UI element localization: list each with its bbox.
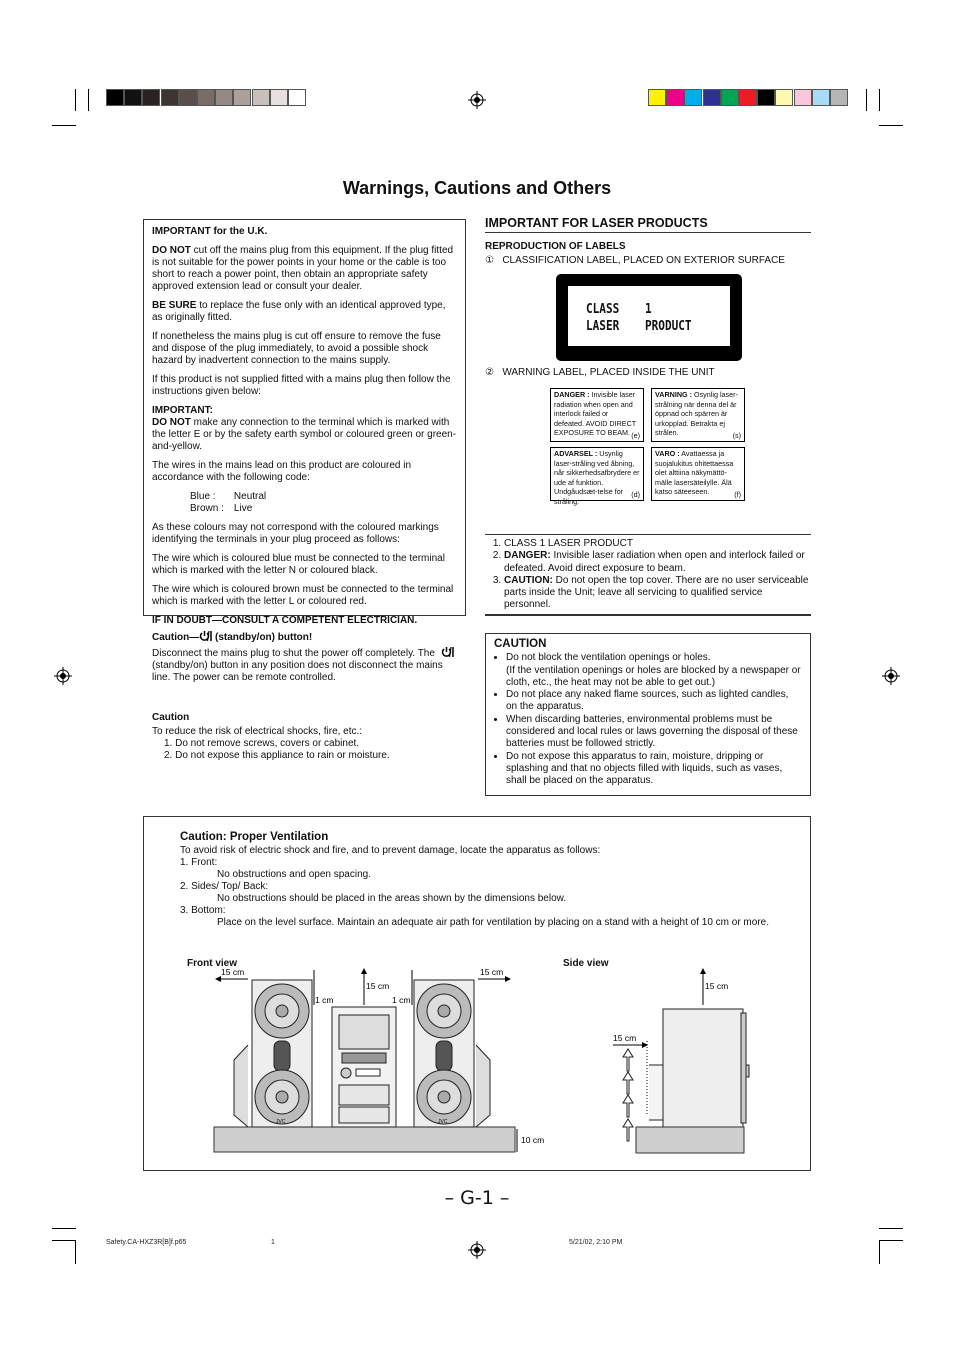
ventilation-item: 1. Front: [180, 857, 218, 868]
color-swatch [794, 89, 812, 106]
front-view-diagram [204, 965, 545, 1155]
color-swatch [270, 89, 288, 106]
caution-item: • Do not place any naked flame sources, such as lighted candles, on the apparatus. [506, 689, 802, 714]
laser-notes [485, 534, 811, 616]
laser-note [504, 550, 811, 575]
left-speaker-icon [234, 980, 312, 1127]
varo-text: Avattaessa ja suojalukitus ohitettaessa olet alttiina näkymättö-mälle lasersäteilylle. Älä katso säteeseen. [655, 449, 734, 496]
standby-text-a: Disconnect the mains plug to shut the power off completely. The [152, 648, 438, 659]
ventilation-detail: Place on the level surface. Maintain an adequate air path for ventilation by placing on a stand with a height of 10 cm or more. [217, 917, 769, 928]
danger-code: (e) [631, 430, 640, 440]
laser-heading: IMPORTANT FOR LASER PRODUCTS [485, 216, 811, 233]
ventilation-item: 2. Sides/ Top/ Back: [180, 881, 269, 892]
dim-gap-left: 1 cm [315, 995, 334, 1005]
ventilation-item: 3. Bottom: [180, 905, 226, 916]
dim-top: 15 cm [366, 981, 390, 991]
uk-p2-bold: BE SURE [152, 300, 197, 311]
warning-label-advarsel [550, 447, 644, 506]
shock-caution-item: 2. Do not expose this appliance to rain or moisture. [164, 750, 390, 761]
varning-title: VARNING : [655, 390, 692, 399]
laser-note [504, 575, 811, 612]
laser-note [504, 538, 811, 550]
color-swatch [252, 89, 270, 106]
color-swatch [142, 89, 160, 106]
brown-label: Brown : [190, 503, 224, 514]
color-swatch [197, 89, 215, 106]
varning-text: Osynlig laser-strålning när denna del är öppnad och spärren är urkopplad. Betrakta ej strålen. [655, 390, 738, 437]
color-swatch [215, 89, 233, 106]
uk-p2: to replace the fuse only with an identical approved type, as originally fitted. [152, 300, 446, 323]
color-swatch [830, 89, 848, 106]
caution-item: • When discarding batteries, environmental problems must be considered and local rules or laws governing the disposal of these batteries must be followed strictly. [506, 714, 802, 751]
warning-label-danger [550, 388, 644, 442]
side-view-diagram [609, 965, 759, 1157]
color-swatch [648, 89, 666, 106]
registration-target-icon [468, 91, 486, 109]
standby-heading-a: Caution— [152, 632, 200, 643]
brown-value: Live [233, 503, 253, 514]
uk-heading: IMPORTANT for the U.K. [152, 226, 268, 237]
color-swatch [233, 89, 251, 106]
color-swatch [179, 89, 197, 106]
front-view-label: Front view [187, 958, 238, 969]
brand-logo-left: JVC [276, 1119, 286, 1125]
label2-text: WARNING LABEL, PLACED INSIDE THE UNIT [502, 367, 715, 378]
color-swatch [106, 89, 124, 106]
varo-code: (f) [734, 489, 741, 499]
uk-p4: If this product is not supplied fitted with a mains plug then follow the instructions given below: [152, 374, 451, 397]
color-swatch [666, 89, 684, 106]
label2-num: ② [485, 367, 494, 378]
color-swatch [721, 89, 739, 106]
ventilation-heading: Caution: Proper Ventilation [180, 831, 329, 843]
page-number: – G-1 – [444, 1187, 510, 1209]
danger-text: Invisible laser radiation when open and interlock failed or defeated. AVOID DIRECT EXPOSURE TO BEAM. [554, 390, 637, 437]
uk-p9: The wire which is coloured brown must be connected to the terminal which is marked with the letter L or coloured red. [152, 584, 454, 607]
registration-target-icon [54, 667, 72, 685]
uk-p5-bold: DO NOT [152, 417, 191, 428]
shock-caution-heading: Caution [152, 712, 190, 723]
shock-caution-item: 1. Do not remove screws, covers or cabinet. [164, 738, 360, 749]
wire-color-table [190, 491, 276, 515]
note-text: Invisible laser radiation when open and interlock failed or defeated. Avoid direct exposure to beam. [504, 550, 805, 574]
color-swatch [684, 89, 702, 106]
color-swatch [703, 89, 721, 106]
uk-p6: The wires in the mains lead on this product are coloured in accordance with the following code: [152, 460, 412, 483]
uk-p10: IF IN DOUBT—CONSULT A COMPETENT ELECTRICIAN. [152, 615, 418, 626]
shock-caution-intro: To reduce the risk of electrical shocks, fire, etc.: [152, 726, 363, 737]
right-speaker-icon [414, 980, 490, 1127]
caution-item: • Do not expose this apparatus to rain, moisture, dripping or splashing and that no objects filled with liquids, such as vases, shall be placed on the apparatus. [506, 751, 802, 788]
registration-target-icon [882, 667, 900, 685]
note-bold: DANGER: [504, 550, 551, 562]
note-text: Do not open the top cover. There are no user serviceable parts inside the Unit; leave all servicing to qualified service personnel. [504, 574, 809, 611]
dim-left: 15 cm [221, 967, 245, 977]
warning-label-varo [651, 447, 745, 501]
uk-p3: If nonetheless the mains plug is cut off ensure to remove the fuse and dispose of the plug immediately, to avoid a possible shock hazard by inadvertent connection to the mains supply. [152, 331, 441, 366]
class-word: 1 [645, 302, 652, 317]
color-swatch [775, 89, 793, 106]
color-swatch [812, 89, 830, 106]
ventilation-detail: No obstructions should be placed in the areas shown by the dimensions below. [217, 893, 567, 904]
class1-laser-label [556, 274, 742, 361]
caution-box [485, 633, 811, 796]
color-swatch [124, 89, 142, 106]
shock-caution [152, 712, 458, 762]
label2-caption [485, 367, 715, 379]
ventilation-detail: No obstructions and open spacing. [217, 869, 371, 880]
class-word: CLASS [586, 302, 620, 317]
reproduction-heading: REPRODUCTION OF LABELS [485, 241, 626, 252]
ventilation-box [143, 816, 811, 1171]
standby-text-b: (standby/on) button in any position does not disconnect the mains line. The power can be remote controlled. [152, 660, 443, 683]
color-swatch [288, 89, 306, 106]
advarsel-title: ADVARSEL : [554, 449, 598, 458]
label1-text: CLASSIFICATION LABEL, PLACED ON EXTERIOR SURFACE [502, 255, 785, 266]
uk-p1-bold: DO NOT [152, 245, 191, 256]
blue-label: Blue : [190, 491, 216, 502]
color-swatch [757, 89, 775, 106]
class-word: PRODUCT [645, 319, 692, 334]
dim-bottom: 10 cm [521, 1135, 545, 1145]
uk-p8: The wire which is coloured blue must be connected to the terminal which is marked with the letter N or coloured black. [152, 553, 445, 576]
advarsel-code: (d) [631, 489, 640, 499]
note-text: CLASS 1 LASER PRODUCT [504, 538, 633, 549]
varning-code: (s) [732, 430, 741, 440]
uk-p1: cut off the mains plug from this equipment. If the plug fitted is not suitable for the power points in your home or the cable is too short to reach a power point, then obtain an appropriate safety approved extension lead or consult your dealer. [152, 245, 454, 292]
uk-important-box [143, 219, 466, 626]
note-bold: CAUTION: [504, 574, 553, 586]
dim-gap-right: 1 cm [392, 995, 411, 1005]
dim-top-side: 15 cm [705, 981, 729, 991]
footer-file: Safety.CA-HXZ3R[B]f.p65 [106, 1239, 187, 1246]
page-title: Warnings, Cautions and Others [342, 178, 612, 198]
caution-item: • Do not block the ventilation openings or holes. (If the ventilation openings or holes are blocked by a newspaper or cloth, etc., the heat may not be able to get out.) [506, 652, 802, 689]
dim-right: 15 cm [480, 967, 504, 977]
side-view-label: Side view [563, 958, 609, 969]
varo-title: VARO : [655, 449, 680, 458]
uk-p7: As these colours may not correspond with the coloured markings identifying the terminals in your plug proceed as follows: [152, 522, 439, 545]
advarsel-text: Usynlig laser-stråling ved åbning, når sikkerhedsafbrydere er ude af funktion. Undgåudsæt-telse for stråling. [554, 449, 640, 506]
blue-value: Neutral [233, 491, 267, 502]
power-standby-icon [438, 646, 457, 657]
standby-caution [152, 630, 458, 684]
color-swatch [161, 89, 179, 106]
airflow-arrows-icon [623, 1049, 633, 1141]
label1-caption [485, 255, 785, 267]
uk-p5: make any connection to the terminal which is marked with the letter E or by the safety earth symbol or coloured green or green-and-yellow. [152, 417, 457, 452]
label1-num: ① [485, 255, 494, 266]
main-unit-icon [332, 1007, 396, 1127]
class-word: LASER [586, 319, 620, 334]
danger-title: DANGER : [554, 390, 590, 399]
color-swatch [739, 89, 757, 106]
warning-label-varning [651, 388, 745, 442]
footer-date: 5/21/02, 2:10 PM [569, 1239, 623, 1246]
caution-box-heading: CAUTION [494, 638, 547, 650]
power-standby-icon [199, 630, 212, 641]
standby-heading-b: (standby/on) button! [212, 632, 313, 643]
ventilation-intro: To avoid risk of electric shock and fire, and to prevent damage, locate the apparatus as follows: [180, 845, 601, 856]
footer-page: 1 [271, 1239, 275, 1246]
dim-back-side: 15 cm [613, 1033, 637, 1043]
registration-target-icon [468, 1241, 486, 1259]
uk-important: IMPORTANT: [152, 405, 213, 416]
brand-logo-right: JVC [438, 1119, 448, 1125]
